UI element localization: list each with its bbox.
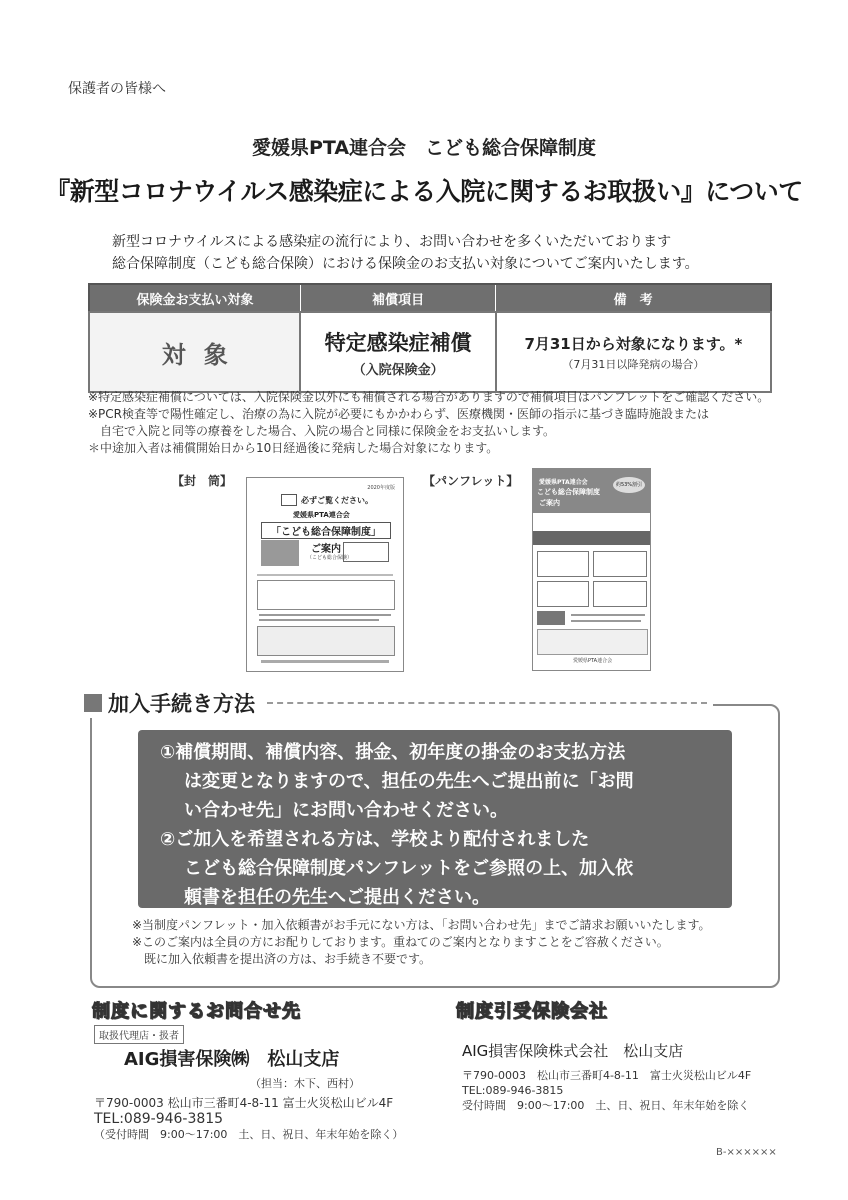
heading-square-icon: [84, 694, 102, 712]
procedure-line: い合わせ先」にお問い合わせください。: [184, 800, 508, 821]
remark-sub: （7月31日以降発病の場合）: [562, 357, 705, 371]
pamphlet-banner: [533, 531, 650, 545]
envelope-guide-sub: （こども総合保険）: [307, 555, 353, 561]
envelope-top-note: 2020年度版: [367, 485, 395, 491]
pamphlet-box: [593, 581, 647, 607]
insurer-info: [462, 1068, 751, 1113]
agent-hours: （受付時間 9:00～17:00 土、日、祝日、年末年始を除く）: [94, 1128, 404, 1141]
table-header-row: [89, 284, 771, 312]
pamphlet-title: こども総合保障制度: [537, 488, 600, 496]
envelope-image: [246, 477, 404, 672]
procedure-box: [138, 730, 732, 908]
pamphlet-info-box: [537, 629, 648, 655]
envelope-address-box: [343, 542, 389, 562]
envelope-stamp: [281, 494, 297, 506]
remarks-cell: [496, 312, 771, 392]
agent-tag: 取扱代理店・扱者: [94, 1025, 184, 1044]
contact-heading: 制度に関するお問合せ先: [92, 1001, 301, 1022]
envelope-divider: [257, 574, 393, 576]
pamphlet-badge: 約53%割引: [613, 477, 645, 493]
coverage-table: [88, 283, 772, 393]
note-line: ※特定感染症補償については、入院保険金以外にも補償される場合がありますので補償項目はパンフレットをご確認ください。: [88, 390, 770, 404]
pamphlet-label: 【パンフレット】: [423, 474, 519, 488]
envelope-form-box: [257, 580, 395, 610]
envelope-text-line: [259, 619, 379, 621]
agent-info: [94, 1095, 403, 1143]
procedure-title: 加入手続き方法: [108, 692, 255, 716]
pamphlet-image: [532, 468, 651, 671]
pamphlet-guide: ご案内: [539, 499, 560, 507]
insurer-name: AIG損害保険株式会社 松山支店: [462, 1042, 684, 1060]
envelope-seal: 必ずご覧ください。: [301, 496, 373, 505]
pamphlet-footer: 愛媛県PTA連合会: [573, 658, 613, 664]
envelope-org: 愛媛県PTA連合会: [293, 511, 350, 519]
insurer-tel: TEL:089-946-3815: [462, 1084, 564, 1097]
pamphlet-box: [537, 581, 589, 607]
pamphlet-org: 愛媛県PTA連合会: [539, 479, 588, 486]
procedure-heading: [84, 688, 713, 718]
procedure-note: ※当制度パンフレット・加入依頼書がお手元にない方は、「お問い合わせ先」までご請求お願いいたします。: [132, 918, 711, 932]
intro-line: 新型コロナウイルスによる感染症の流行により、お問い合わせを多くいただいております: [112, 234, 672, 250]
header-remarks: 備 考: [496, 284, 771, 312]
intro-text: [112, 231, 699, 275]
document-code: B-××××××: [716, 1147, 777, 1158]
pamphlet-text-line: [571, 620, 641, 622]
agent-address: 〒790-0003 松山市三番町4-8-11 富士火災松山ビル4F: [94, 1096, 394, 1110]
procedure-line: は変更となりますので、担任の先生へご提出前に「お問: [184, 771, 634, 792]
envelope-label: 【封 筒】: [172, 474, 233, 488]
compensation-sub: （入院保険金）: [352, 362, 444, 378]
header-target: 保険金お支払い対象: [89, 284, 300, 312]
envelope-text-line: [259, 614, 391, 616]
envelope-illustration: [261, 540, 299, 566]
intro-line: 総合保障制度（こども総合保険）における保険金のお支払い対象についてご案内いたします。: [112, 256, 699, 272]
agent-tel: TEL:089-946-3815: [94, 1111, 224, 1127]
compensation-name: 特定感染症補償: [324, 330, 472, 355]
note-line: 自宅で入院と同等の療養をした場合、入院の場合と同様に保険金をお支払いします。: [100, 424, 556, 438]
org-title: 愛媛県PTA連合会 こども総合保障制度: [251, 137, 597, 159]
note-line: ※PCR検査等で陽性確定し、治療の為に入院が必要にもかかわらず、医療機関・医師の指示に基づき臨時施設または: [88, 407, 710, 421]
pamphlet-box: [537, 551, 589, 577]
agent-person: （担当：木下、西村）: [250, 1077, 360, 1090]
remark-main: 7月31日から対象になります。*: [524, 334, 743, 353]
procedure-notes: [132, 917, 711, 968]
greeting: 保護者の皆様へ: [68, 81, 166, 97]
pamphlet-box: [593, 551, 647, 577]
insurer-heading: 制度引受保険会社: [456, 1001, 608, 1022]
pamphlet-text-line: [571, 614, 645, 616]
envelope-guide: ご案内: [311, 544, 341, 555]
procedure-note: ※このご案内は全員の方にお配りしております。重ねてのご案内となりますことをご容赦ください。: [132, 935, 669, 949]
compensation-cell: [300, 312, 495, 392]
page-title: 『新型コロナウイルス感染症による入院に関するお取扱い』について: [45, 177, 803, 206]
envelope-title: 「こども総合保障制度」: [261, 522, 391, 539]
procedure-line: 頼書を担任の先生へご提出ください。: [184, 887, 490, 908]
pamphlet-date-badge: [537, 611, 565, 625]
table-row: [89, 312, 771, 392]
note-line: ＊中途加入者は補償開始日から10日経過後に発病した場合対象になります。: [88, 441, 499, 455]
procedure-line: ①補償期間、補償内容、掛金、初年度の掛金のお支払方法: [160, 742, 626, 763]
insurer-address: 〒790-0003 松山市三番町4-8-11 富士火災松山ビル4F: [462, 1069, 752, 1082]
coverage-notes: [88, 389, 778, 457]
agent-name: AIG損害保険㈱ 松山支店: [124, 1049, 340, 1070]
target-cell: 対象: [89, 312, 300, 392]
insurer-hours: 受付時間 9:00～17:00 土、日、祝日、年末年始を除く: [462, 1099, 750, 1112]
procedure-line: ②ご加入を希望される方は、学校より配付されました: [160, 829, 590, 850]
envelope-footer-line: [261, 660, 389, 663]
envelope-info-box: [257, 626, 395, 656]
header-compensation: 補償項目: [300, 284, 495, 312]
procedure-note: 既に加入依頼書を提出済の方は、お手続き不要です。: [144, 952, 432, 966]
heading-dash-line: [267, 702, 707, 704]
procedure-line: こども総合保障制度パンフレットをご参照の上、加入依: [184, 858, 634, 879]
